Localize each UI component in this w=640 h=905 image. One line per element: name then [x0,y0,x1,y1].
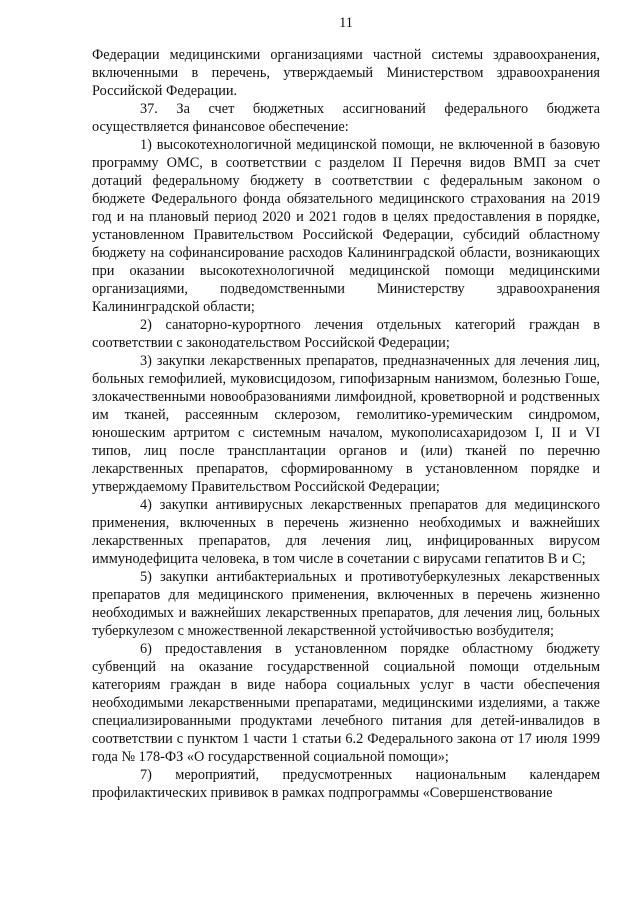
paragraph-subitem-3: 3) закупки лекарственных препаратов, предназначенных для лечения лиц, больных гемофилией, муковисцидозом, гипофизарным нанизмом, болезнью Гоше, злокачественными новообразованиями лимфоидной, кроветворной и родственных им тканей, рассеянным склерозом, гемолитико-уремическим синдромом, юношеским артритом с системным началом, мукополисахаридозом I, II и VI типов, лиц после трансплантации органов и (или) тканей по перечню лекарственных препаратов, сформированному в установленном порядке и утверждаемому Правительством Российской Федерации; [92,353,600,495]
paragraph-subitem-4: 4) закупки антивирусных лекарственных препаратов для медицинского применения, включенных в перечень жизненно необходимых и важнейших лекарственных препаратов, для лечения лиц, инфицированных вирусом иммунодефицита человека, в том числе в сочетании с вирусами гепатитов В и С; [92,497,600,567]
page-number: 11 [339,15,353,31]
paragraph-subitem-7: 7) мероприятий, предусмотренных национальным календарем профилактических прививок в рамках подпрограммы «Совершенствование [92,767,600,801]
paragraph-subitem-2: 2) санаторно-курортного лечения отдельных категорий граждан в соответствии с законодательством Российской Федерации; [92,317,600,351]
paragraph-item-37: 37. За счет бюджетных ассигнований федерального бюджета осуществляется финансовое обеспечение: [92,101,600,135]
paragraph-subitem-6: 6) предоставления в установленном порядке областному бюджету субвенций на оказание государственной социальной помощи отдельным категориям граждан в виде набора социальных услуг в части обеспечения необходимыми лекарственными препаратами, медицинскими изделиями, а также специализированными продуктами лечебного питания для детей-инвалидов в соответствии с пунктом 1 части 1 статьи 6.2 Федерального закона от 17 июля 1999 года № 178-ФЗ «О государственной социальной помощи»; [92,641,600,765]
paragraph-subitem-5: 5) закупки антибактериальных и противотуберкулезных лекарственных препаратов для медицинского применения, включенных в перечень жизненно необходимых и важнейших лекарственных препаратов, для лечения лиц, больных туберкулезом с множественной лекарственной устойчивостью возбудителя; [92,569,600,639]
document-page [92,12,600,802]
paragraph-subitem-1: 1) высокотехнологичной медицинской помощи, не включенной в базовую программу ОМС, в соответствии с разделом II Перечня видов ВМП за счет дотаций федеральному бюджету в соответствии с федеральным законом о бюджете Федерального фонда обязательного медицинского страхования на 2019 год и на плановый период 2020 и 2021 годов в целях предоставления в порядке, установленном Правительством Российской Федерации, субсидий областному бюджету на софинансирование расходов Калининградской области, возникающих при оказании высокотехнологичной медицинской помощи медицинскими организациями, подведомственными Министерству здравоохранения Калининградской области; [92,137,600,315]
paragraph-continuation: Федерации медицинскими организациями частной системы здравоохранения, включенными в перечень, утверждаемый Министерством здравоохранения Российской Федерации. [92,47,600,99]
